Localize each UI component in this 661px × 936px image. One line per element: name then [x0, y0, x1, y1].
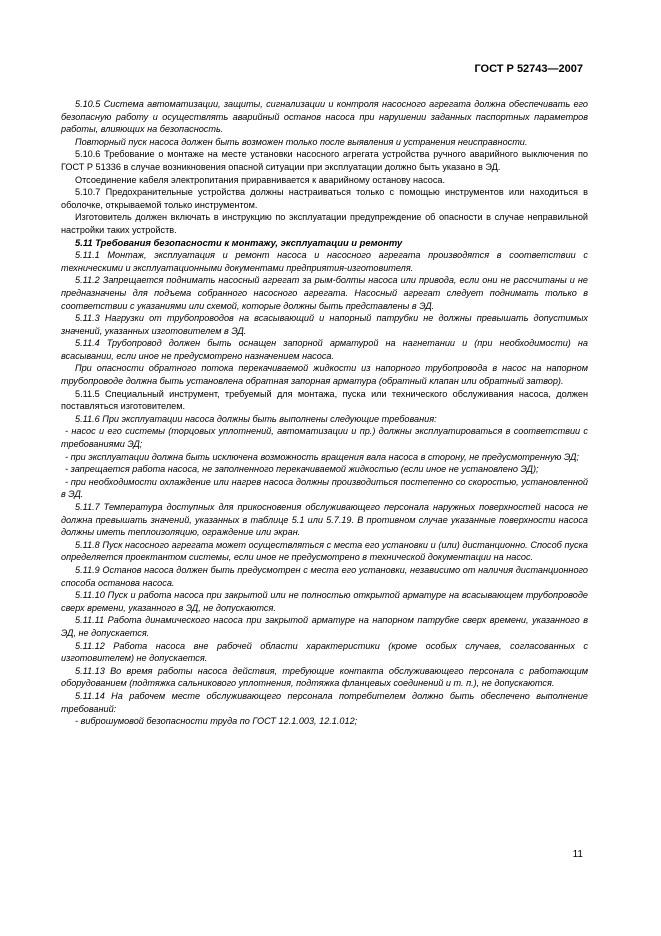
clause-5-11-4: 5.11.4 Трубопровод должен быть оснащен запорной арматурой на нагнетании и (при необходимости) на всасывании, если иное не предусмотрено назначением насоса. — [61, 338, 588, 361]
clause-5-11-14: 5.11.14 На рабочем месте обслуживающего персонала потребителем должно быть обеспечено выполнение требований: — [61, 690, 588, 714]
list-item: - насос и его системы (торцовых уплотнений, автоматизации и пр.) должны эксплуатироваться в соответствии с требованиями ЭД; — [61, 426, 588, 450]
paragraph-restart: Повторный пуск насоса должен быть возможен только после выявления и устранения неисправности. — [75, 136, 528, 147]
clause-5-10-7: 5.10.7 Предохранительные устройства должны настраиваться только с помощью инструментов или находиться в оболочке, открываемой только инструментом. — [61, 187, 588, 210]
list-item: - при эксплуатации должна быть исключена возможность вращения вала насоса в сторону, не предусмотренную ЭД; — [65, 451, 579, 462]
paragraph-cable: Отсоединение кабеля электропитания приравнивается к аварийному останову насоса. — [75, 174, 446, 185]
list-item: - виброшумовой безопасности труда по ГОСТ 12.1.003, 12.1.012; — [75, 716, 358, 727]
clause-5-11-3: 5.11.3 Нагрузки от трубопроводов на всасывающий и напорный патрубки не должны превышать допустимых значений, указанных изготовителем в ЭД. — [61, 313, 588, 336]
document-body — [61, 98, 588, 728]
list-item: - запрещается работа насоса, не заполненного перекачиваемой жидкостью (если иное не установлено ЭД); — [65, 464, 539, 475]
clause-5-11-7: 5.11.7 Температура доступных для прикосновения обслуживающего персонала наружных поверхностей насоса не должна превышать значений, указанных в таблице 5.1 или 5.7.19. В противном случае указанные поверхности насоса должны иметь теплоизоляцию, ограждение или экран. — [61, 502, 588, 538]
clause-5-11-11: 5.11.11 Работа динамического насоса при закрытой арматуре на напорном патрубке сверх времени, указанного в ЭД, не допускается. — [61, 615, 588, 638]
clause-5-11-1: 5.11.1 Монтаж, эксплуатация и ремонт насоса и насосного агрегата производятся в соответствии с техническими и эксплуатационными документами предприятия-изготовителя. — [61, 250, 588, 273]
clause-5-11-13: 5.11.13 Во время работы насоса действия, требующие контакта обслуживающего персонала с работающим оборудованием (подтяжка сальникового уплотнения, подтяжка фланцевых соединений и т. п.), не допускаются. — [61, 665, 588, 689]
clause-5-11-12: 5.11.12 Работа насоса вне рабочей области характеристики (кроме особых случаев, согласованных с изготовителем) не допускается. — [61, 640, 588, 664]
clause-5-10-5: 5.10.5 Система автоматизации, защиты, сигнализации и контроля насосного агрегата должна обеспечивать его безопасную работу и осуществлять аварийный останов насоса при нарушении заданных паспортных параметров работы, влияющих на безопасность. — [61, 99, 588, 135]
list-item: - при необходимости охлаждение или нагрев насоса должны производиться постепенно со скоростью, установленной в ЭД. — [61, 476, 588, 500]
clause-5-10-6: 5.10.6 Требование о монтаже на месте установки насосного агрегата устройства ручного аварийного выключения по ГОСТ Р 51336 в случае возникновения опасной ситуации при эксплуатации должно быть указано в ЭД. — [61, 149, 588, 172]
clause-5-11-5: 5.11.5 Специальный инструмент, требуемый для монтажа, пуска или технического обслуживания насоса, должен поставляться изготовителем. — [61, 388, 588, 412]
clause-5-11-2: 5.11.2 Запрещается поднимать насосный агрегат за рым-болты насоса или привода, если они не рассчитаны и не предназначены для подъема собранного насосного агрегата. Насосный агрегат следует поднимать только в соответствии с указаниями или схемой, которые должны быть представлены в ЭД. — [61, 275, 588, 311]
clause-5-11-10: 5.11.10 Пуск и работа насоса при закрытой или не полностью открытой арматуре на всасывающем трубопроводе сверх времени, указанного в ЭД, не допускаются. — [61, 590, 588, 613]
clause-5-11-9: 5.11.9 Останов насоса должен быть предусмотрен с места его установки, независимо от наличия дистанционного способа останова насоса. — [61, 564, 588, 588]
section-title: 5.11 Требования безопасности к монтажу, эксплуатации и ремонту — [75, 236, 403, 248]
page-number: 11 — [572, 849, 583, 860]
paragraph-manufacturer: Изготовитель должен включать в инструкцию по эксплуатации предупреждение об опасности в случае неправильной настройки таких устройств. — [61, 212, 588, 235]
clause-5-11-8: 5.11.8 Пуск насосного агрегата может осуществляться с места его установки и (или) дистанционно. Способ пуска определяется проектантом системы, если иное не предусмотрено в технической документации на насос. — [61, 539, 588, 563]
paragraph-backflow: При опасности обратного потока перекачиваемой жидкости из напорного трубопровода в насос на напорном трубопроводе должна быть установлена обратная запорная арматура (обратный клапан или обратный затвор). — [61, 363, 588, 387]
standard-header: ГОСТ Р 52743—2007 — [474, 63, 583, 75]
clause-5-11-6: 5.11.6 При эксплуатации насоса должны быть выполнены следующие требования: — [75, 413, 437, 424]
